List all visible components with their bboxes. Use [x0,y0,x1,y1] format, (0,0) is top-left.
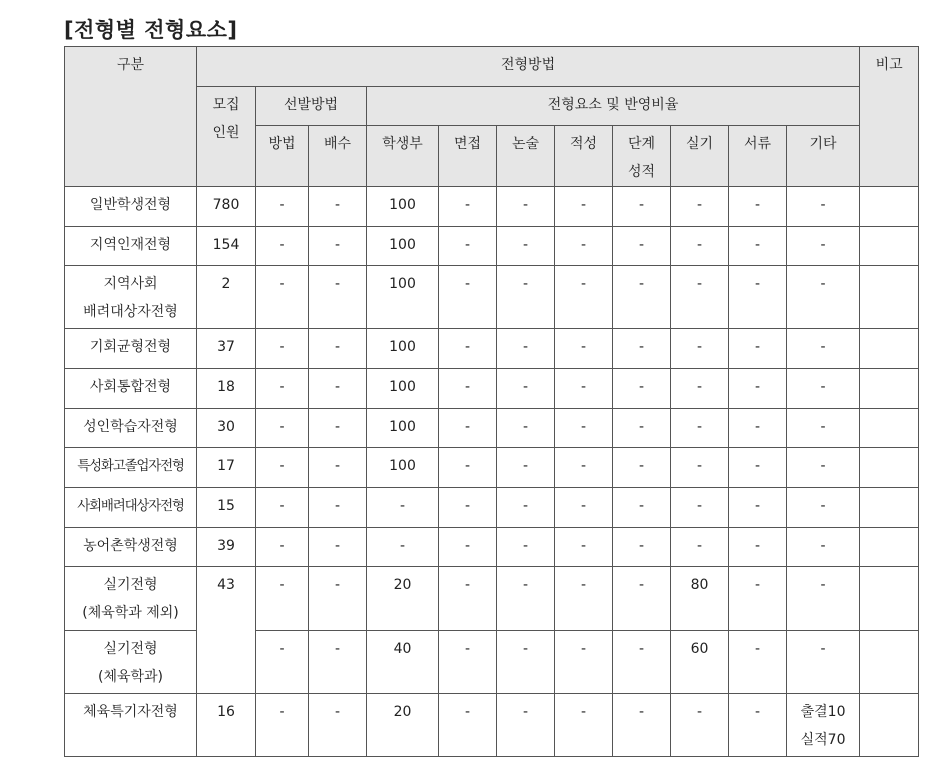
row-stage: - [613,409,671,448]
row-practical: - [671,528,729,567]
row-practical: - [671,329,729,369]
row-interview: - [439,266,497,329]
row-stage: - [613,631,671,694]
row-method: - [256,694,309,757]
table-row [65,187,919,227]
row-other-line2: 실적70 [800,732,846,748]
row-multiple: - [309,567,367,631]
row-method: - [256,488,309,528]
table-row [65,528,919,567]
table-row [65,567,919,631]
header-practical: 실기 [671,126,729,187]
row-multiple: - [309,448,367,488]
row-school-record: - [367,528,439,567]
row-school-record: 100 [367,329,439,369]
row-method: - [256,448,309,488]
row-other: - [787,369,860,409]
row-recruit: 17 [197,448,256,488]
row-other: - [787,488,860,528]
header-school-record: 학생부 [367,126,439,187]
table-row [65,488,919,528]
row-aptitude: - [555,528,613,567]
row-documents: - [729,227,787,266]
row-multiple: - [309,369,367,409]
row-school-record: 100 [367,227,439,266]
row-practical: - [671,227,729,266]
row-method: - [256,329,309,369]
row-bigo [860,528,919,567]
row-stage: - [613,329,671,369]
row-documents: - [729,448,787,488]
table-row [65,694,919,757]
row-method: - [256,369,309,409]
row-interview: - [439,631,497,694]
row-multiple: - [309,329,367,369]
row-recruit: 15 [197,488,256,528]
row-stage: - [613,266,671,329]
row-documents: - [729,694,787,757]
row-name [65,631,197,694]
row-interview: - [439,448,497,488]
row-interview: - [439,567,497,631]
row-bigo [860,266,919,329]
row-essay: - [497,488,555,528]
row-school-record: 100 [367,369,439,409]
page-title: [전형별 전형요소] [64,18,238,42]
row-recruit: 18 [197,369,256,409]
row-stage: - [613,528,671,567]
row-interview: - [439,187,497,227]
row-practical: - [671,187,729,227]
row-practical: - [671,448,729,488]
row-school-record: 100 [367,187,439,227]
row-name-line2: 배려대상자전형 [83,304,178,320]
row-aptitude: - [555,694,613,757]
row-interview: - [439,528,497,567]
header-other: 기타 [787,126,860,187]
row-bigo [860,567,919,631]
header-recruit-line1: 모집 [212,97,240,113]
row-interview: - [439,409,497,448]
row-other: - [787,448,860,488]
row-bigo [860,369,919,409]
row-bigo [860,448,919,488]
row-bigo [860,409,919,448]
row-multiple: - [309,528,367,567]
row-aptitude: - [555,369,613,409]
row-name: 체육특기자전형 [65,694,197,757]
row-other: - [787,567,860,631]
row-interview: - [439,227,497,266]
row-name [65,266,197,329]
header-stage [613,126,671,187]
row-aptitude: - [555,409,613,448]
row-other: - [787,266,860,329]
row-name: 일반학생전형 [65,187,197,227]
row-stage: - [613,187,671,227]
row-bigo [860,694,919,757]
header-interview: 면접 [439,126,497,187]
row-other: - [787,227,860,266]
row-multiple: - [309,488,367,528]
row-method: - [256,567,309,631]
row-essay: - [497,266,555,329]
header-multiple: 배수 [309,126,367,187]
row-name-line2: (체육학과 제외) [82,605,179,621]
row-method: - [256,266,309,329]
row-practical: 60 [671,631,729,694]
row-aptitude: - [555,567,613,631]
row-name: 사회통합전형 [65,369,197,409]
header-method: 방법 [256,126,309,187]
row-other: - [787,528,860,567]
row-other: - [787,409,860,448]
row-stage: - [613,488,671,528]
row-interview: - [439,488,497,528]
row-other: - [787,187,860,227]
row-aptitude: - [555,187,613,227]
row-other-line1: 출결10 [800,704,846,720]
table-row [65,227,919,266]
row-documents: - [729,528,787,567]
row-recruit: 16 [197,694,256,757]
row-school-record: 40 [367,631,439,694]
row-interview: - [439,369,497,409]
row-documents: - [729,631,787,694]
row-aptitude: - [555,448,613,488]
row-method: - [256,631,309,694]
row-essay: - [497,694,555,757]
row-method: - [256,528,309,567]
row-aptitude: - [555,631,613,694]
row-name-line1: 실기전형 [103,641,158,657]
header-recruit-line2: 인원 [212,125,240,141]
header-elements: 전형요소 및 반영비율 [367,87,860,126]
row-stage: - [613,694,671,757]
row-essay: - [497,329,555,369]
header-gubun: 구분 [65,47,197,187]
row-essay: - [497,567,555,631]
row-practical: - [671,409,729,448]
row-documents: - [729,187,787,227]
table-row [65,369,919,409]
row-interview: - [439,694,497,757]
row-name-line2: (체육학과) [97,669,164,685]
row-recruit: 780 [197,187,256,227]
row-aptitude: - [555,488,613,528]
row-essay: - [497,631,555,694]
row-name: 성인학습자전형 [65,409,197,448]
row-other: - [787,631,860,694]
header-stage-line2: 성적 [627,164,656,180]
row-stage: - [613,567,671,631]
header-aptitude: 적성 [555,126,613,187]
row-recruit: 39 [197,528,256,567]
row-school-record: 20 [367,694,439,757]
row-name: 기회균형전형 [65,329,197,369]
header-documents: 서류 [729,126,787,187]
row-multiple: - [309,227,367,266]
row-practical: - [671,369,729,409]
row-aptitude: - [555,227,613,266]
row-name: 사회배려대상자전형 [65,488,197,528]
row-recruit: 2 [197,266,256,329]
row-name-line1: 지역사회 [103,276,158,292]
row-method: - [256,187,309,227]
table-row [65,448,919,488]
header-bigo: 비고 [860,47,919,187]
table-row [65,409,919,448]
row-school-record: 20 [367,567,439,631]
row-method: - [256,227,309,266]
row-name: 농어촌학생전형 [65,528,197,567]
row-practical: 80 [671,567,729,631]
row-method: - [256,409,309,448]
row-essay: - [497,187,555,227]
row-documents: - [729,409,787,448]
row-aptitude: - [555,266,613,329]
row-bigo [860,488,919,528]
row-bigo [860,227,919,266]
row-stage: - [613,369,671,409]
row-documents: - [729,266,787,329]
header-essay: 논술 [497,126,555,187]
row-name: 지역인재전형 [65,227,197,266]
header-selection: 선발방법 [256,87,367,126]
row-practical: - [671,694,729,757]
header-method-group: 전형방법 [197,47,860,87]
row-school-record: - [367,488,439,528]
row-recruit: 37 [197,329,256,369]
row-school-record: 100 [367,266,439,329]
row-other [787,694,860,757]
row-essay: - [497,409,555,448]
row-multiple: - [309,187,367,227]
row-aptitude: - [555,329,613,369]
row-recruit: 43 [197,567,256,694]
row-essay: - [497,448,555,488]
row-interview: - [439,329,497,369]
row-bigo [860,631,919,694]
row-school-record: 100 [367,409,439,448]
row-recruit: 30 [197,409,256,448]
table-row [65,266,919,329]
row-school-record: 100 [367,448,439,488]
row-bigo [860,329,919,369]
row-stage: - [613,448,671,488]
row-practical: - [671,266,729,329]
row-practical: - [671,488,729,528]
row-multiple: - [309,694,367,757]
header-stage-line1: 단계 [627,136,656,152]
row-documents: - [729,329,787,369]
row-multiple: - [309,631,367,694]
row-stage: - [613,227,671,266]
admission-elements-table [64,46,919,757]
row-other: - [787,329,860,369]
row-essay: - [497,227,555,266]
row-recruit: 154 [197,227,256,266]
row-multiple: - [309,409,367,448]
table-row [65,631,919,694]
row-name [65,567,197,631]
row-documents: - [729,567,787,631]
table-row [65,329,919,369]
row-multiple: - [309,266,367,329]
row-documents: - [729,369,787,409]
header-recruit [197,87,256,187]
row-name: 특성화고졸업자전형 [65,448,197,488]
row-name-line1: 실기전형 [103,577,158,593]
row-documents: - [729,488,787,528]
row-essay: - [497,369,555,409]
row-essay: - [497,528,555,567]
row-bigo [860,187,919,227]
